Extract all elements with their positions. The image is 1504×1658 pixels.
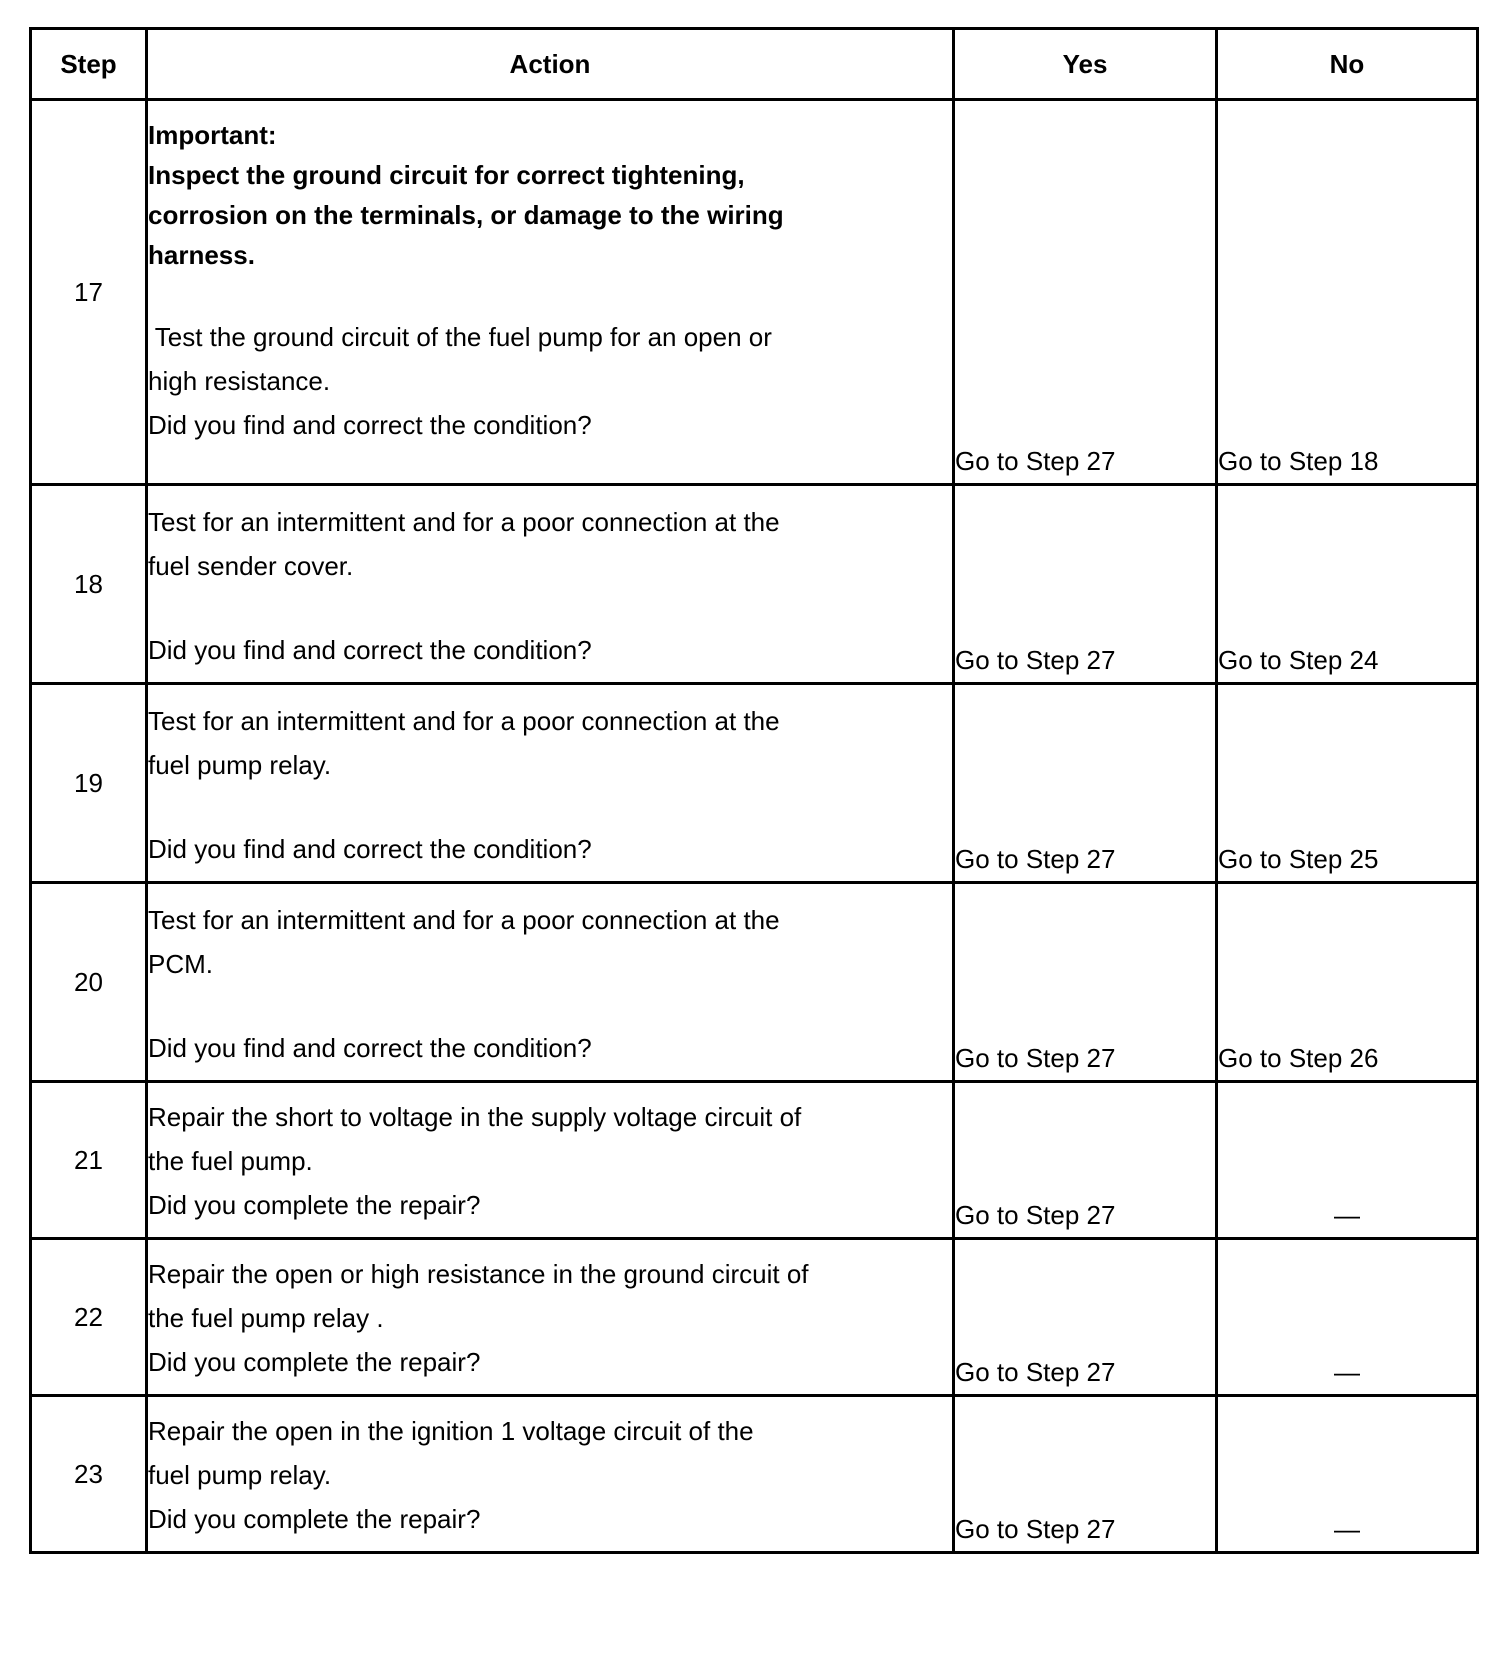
table-row-step-23 bbox=[31, 1396, 1478, 1553]
yes-cell: Go to Step 27 bbox=[954, 883, 1217, 1082]
important-note bbox=[148, 101, 952, 275]
yes-cell: Go to Step 27 bbox=[954, 1082, 1217, 1239]
action-line: fuel pump relay. bbox=[148, 1460, 332, 1490]
action-cell bbox=[147, 883, 954, 1082]
diagnostic-table bbox=[29, 27, 1479, 1554]
table-row-step-19 bbox=[31, 684, 1478, 883]
no-cell: — bbox=[1217, 1239, 1478, 1396]
step-number: 22 bbox=[31, 1239, 147, 1396]
header-step: Step bbox=[31, 29, 147, 100]
action-line: Test the ground circuit of the fuel pump for an open or bbox=[148, 322, 772, 352]
important-line: harness. bbox=[148, 240, 255, 270]
no-cell: — bbox=[1217, 1396, 1478, 1553]
table-header-row bbox=[31, 29, 1478, 100]
action-line: Repair the open in the ignition 1 voltage circuit of the bbox=[148, 1416, 754, 1446]
no-cell: — bbox=[1217, 1082, 1478, 1239]
action-question: Did you find and correct the condition? bbox=[148, 410, 592, 440]
step-number: 18 bbox=[31, 485, 147, 684]
action-line: PCM. bbox=[148, 949, 213, 979]
action-cell bbox=[147, 100, 954, 485]
action-question: Did you find and correct the condition? bbox=[148, 1033, 592, 1063]
yes-cell: Go to Step 27 bbox=[954, 485, 1217, 684]
table-row-step-18 bbox=[31, 485, 1478, 684]
action-question: Did you complete the repair? bbox=[148, 1504, 481, 1534]
no-cell: Go to Step 18 bbox=[1217, 100, 1478, 485]
yes-cell: Go to Step 27 bbox=[954, 1239, 1217, 1396]
action-question: Did you find and correct the condition? bbox=[148, 834, 592, 864]
table-row-step-21 bbox=[31, 1082, 1478, 1239]
header-no: No bbox=[1217, 29, 1478, 100]
step-number: 17 bbox=[31, 100, 147, 485]
action-line: fuel pump relay. bbox=[148, 750, 332, 780]
header-action: Action bbox=[147, 29, 954, 100]
action-question: Did you complete the repair? bbox=[148, 1347, 481, 1377]
action-line: the fuel pump relay . bbox=[148, 1303, 384, 1333]
action-cell bbox=[147, 1396, 954, 1553]
action-line: Test for an intermittent and for a poor connection at the bbox=[148, 905, 780, 935]
header-yes: Yes bbox=[954, 29, 1217, 100]
no-cell: Go to Step 24 bbox=[1217, 485, 1478, 684]
action-cell bbox=[147, 1082, 954, 1239]
yes-cell: Go to Step 27 bbox=[954, 100, 1217, 485]
action-cell bbox=[147, 485, 954, 684]
action-line: the fuel pump. bbox=[148, 1146, 313, 1176]
action-line: Repair the short to voltage in the supply voltage circuit of bbox=[148, 1102, 802, 1132]
table-row-step-22 bbox=[31, 1239, 1478, 1396]
action-line: Repair the open or high resistance in the ground circuit of bbox=[148, 1259, 809, 1289]
action-line: fuel sender cover. bbox=[148, 551, 354, 581]
table-row-step-20 bbox=[31, 883, 1478, 1082]
step-number: 23 bbox=[31, 1396, 147, 1553]
action-question: Did you find and correct the condition? bbox=[148, 635, 592, 665]
no-cell: Go to Step 26 bbox=[1217, 883, 1478, 1082]
step-number: 20 bbox=[31, 883, 147, 1082]
yes-cell: Go to Step 27 bbox=[954, 1396, 1217, 1553]
action-line: Test for an intermittent and for a poor connection at the bbox=[148, 507, 780, 537]
important-title: Important: bbox=[148, 120, 277, 150]
action-question: Did you complete the repair? bbox=[148, 1190, 481, 1220]
important-line: corrosion on the terminals, or damage to the wiring bbox=[148, 200, 784, 230]
table-row-step-17 bbox=[31, 100, 1478, 485]
action-cell bbox=[147, 684, 954, 883]
action-cell bbox=[147, 1239, 954, 1396]
step-number: 19 bbox=[31, 684, 147, 883]
no-cell: Go to Step 25 bbox=[1217, 684, 1478, 883]
step-number: 21 bbox=[31, 1082, 147, 1239]
action-line: high resistance. bbox=[148, 366, 331, 396]
action-line: Test for an intermittent and for a poor connection at the bbox=[148, 706, 780, 736]
yes-cell: Go to Step 27 bbox=[954, 684, 1217, 883]
important-line: Inspect the ground circuit for correct tightening, bbox=[148, 160, 745, 190]
